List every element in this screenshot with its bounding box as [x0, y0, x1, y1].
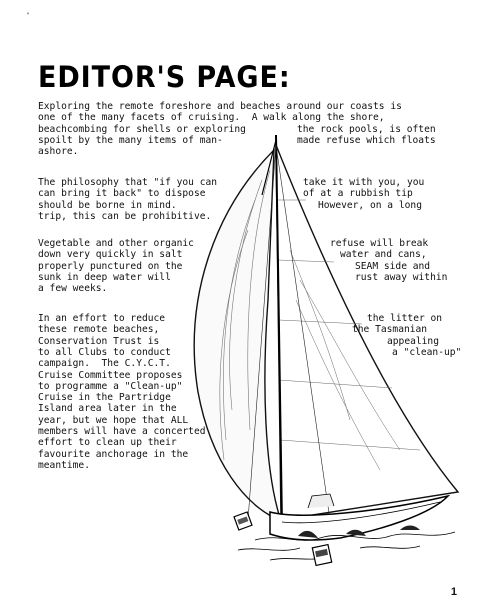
text-line: Cruise Committee proposes — [38, 369, 183, 381]
text-line: can bring it back" to dispose — [38, 188, 206, 200]
text-line-right: appealing — [387, 335, 439, 347]
text-line-right: a "clean-up" — [392, 346, 462, 358]
text-line-right: made refuse which floats — [297, 134, 436, 146]
page-title: EDITOR'S PAGE: — [38, 60, 291, 94]
text-line-right: refuse will break — [330, 238, 429, 249]
text-line-right: water and cans, — [340, 249, 427, 261]
corner-mark: " — [26, 12, 30, 19]
text-line: In an effort to reduce — [38, 313, 166, 324]
text-line: one of the many facets of cruising. A walk along the shore, — [38, 112, 385, 124]
text-line-right: of at a rubbish tip — [303, 188, 413, 200]
text-line: these remote beaches, — [38, 324, 160, 336]
text-line-right: SEAM side and — [355, 260, 431, 272]
text-line: meantime. — [38, 459, 90, 471]
text-line-right: However, on a long — [318, 199, 422, 211]
text-line: sunk in deep water will — [38, 271, 171, 283]
text-line-right: the litter on — [367, 313, 443, 324]
text-line: Cruise in the Partridge — [38, 392, 171, 404]
text-line: spoilt by the many items of man- — [38, 134, 223, 146]
text-line: properly punctured on the — [38, 260, 183, 272]
text-line-right: rust away within — [355, 271, 448, 283]
text-line: Island area later in the — [38, 403, 177, 415]
text-line: Vegetable and other organic — [38, 238, 194, 249]
text-line: down very quickly in salt — [38, 249, 183, 261]
text-line: trip, this can be prohibitive. — [38, 210, 212, 222]
text-line: to all Clubs to conduct — [38, 346, 171, 358]
text-line: favourite anchorage in the — [38, 448, 189, 460]
floating-carton-icon — [312, 545, 331, 566]
text-line: effort to clean up their — [38, 437, 177, 449]
text-line: ashore. — [38, 146, 79, 158]
text-line: a few weeks. — [38, 283, 108, 295]
text-line: The philosophy that "if you can — [38, 177, 218, 188]
text-line-right: take it with you, you — [303, 177, 425, 188]
text-line: campaign. The C.Y.C.T. — [38, 358, 171, 370]
text-line: Exploring the remote foreshore and beaches around our coasts is — [38, 101, 402, 112]
floating-can-icon — [234, 512, 252, 530]
text-line: Conservation Trust is — [38, 335, 160, 347]
text-line: should be borne in mind. — [38, 199, 177, 211]
text-line: beachcombing for shells or exploring — [38, 123, 246, 135]
text-line-right: the Tasmanian — [352, 324, 428, 336]
text-line: to programme a "Clean-up" — [38, 380, 183, 392]
text-line: members will have a concerted — [38, 426, 206, 437]
text-line-right: the rock pools, is often — [297, 123, 436, 135]
page-number: 1 — [450, 586, 457, 598]
spinnaker-sail — [194, 150, 281, 521]
text-line: year, but we hope that ALL — [38, 414, 189, 426]
